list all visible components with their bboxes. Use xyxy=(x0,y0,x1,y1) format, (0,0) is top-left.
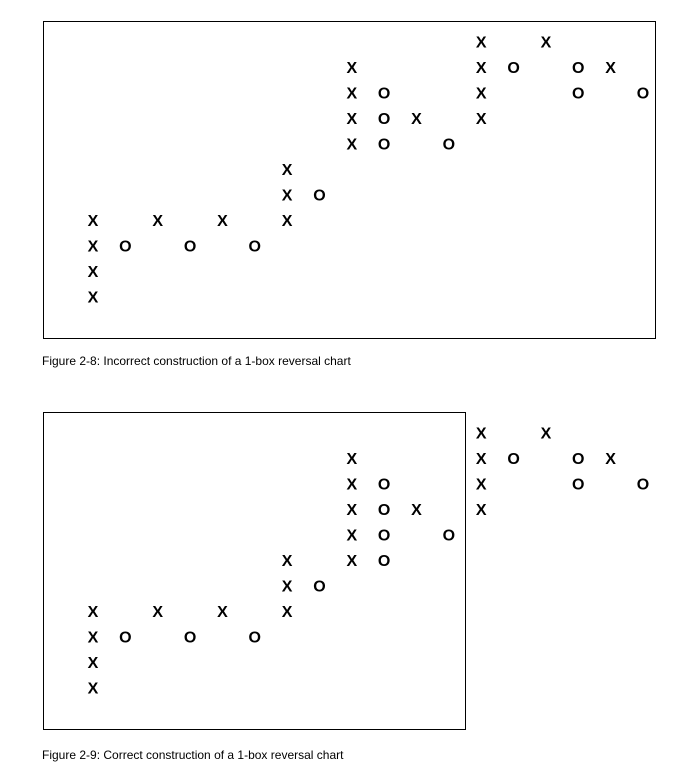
pf-x-mark: X xyxy=(475,476,487,494)
pf-x-mark: X xyxy=(540,425,552,443)
pf-x-mark: X xyxy=(281,553,293,570)
pf-x-mark: X xyxy=(475,111,487,128)
pf-x-mark: X xyxy=(87,655,99,672)
pf-x-mark: X xyxy=(281,578,293,596)
pf-x-mark: X xyxy=(152,213,164,230)
pf-o-mark: O xyxy=(183,238,197,256)
pf-x-mark: X xyxy=(87,680,99,698)
pf-x-mark: X xyxy=(346,451,358,468)
pf-o-mark: O xyxy=(636,476,650,494)
pf-o-mark: O xyxy=(313,578,326,596)
pf-o-mark: O xyxy=(572,85,585,103)
pf-x-mark: X xyxy=(281,604,293,621)
pf-x-mark: X xyxy=(540,34,552,52)
pf-o-mark: O xyxy=(377,502,391,519)
pf-x-mark: X xyxy=(411,502,422,519)
figure-2-8-frame xyxy=(43,21,656,339)
incorrect-pf-chart xyxy=(44,22,657,340)
pf-o-mark: O xyxy=(377,527,391,545)
pf-x-mark: X xyxy=(346,527,358,545)
pf-o-mark: O xyxy=(442,136,456,154)
pf-o-mark: O xyxy=(572,451,585,468)
pf-x-mark: X xyxy=(87,629,99,647)
pf-x-mark: X xyxy=(475,502,487,519)
pf-o-mark: O xyxy=(377,111,391,128)
pf-x-mark: X xyxy=(475,425,487,443)
pf-x-mark: X xyxy=(475,85,487,103)
correct-pf-chart xyxy=(44,413,650,731)
pf-o-mark: O xyxy=(377,136,391,154)
pf-o-mark: O xyxy=(507,451,520,468)
pf-x-mark: X xyxy=(152,604,164,621)
figure-2-8-caption: Figure 2-8: Incorrect construction of a 1-box reversal chart xyxy=(42,354,351,368)
figure-2-9-frame xyxy=(43,412,650,730)
pf-o-mark: O xyxy=(507,60,520,77)
pf-o-mark: O xyxy=(377,476,391,494)
pf-o-mark: O xyxy=(636,85,650,103)
pf-o-mark: O xyxy=(377,85,391,103)
pf-x-mark: X xyxy=(605,60,616,77)
pf-x-mark: X xyxy=(346,502,358,519)
pf-x-mark: X xyxy=(605,451,616,468)
pf-x-mark: X xyxy=(346,85,358,103)
pf-o-mark: O xyxy=(313,187,326,205)
pf-x-mark: X xyxy=(411,111,422,128)
pf-x-mark: X xyxy=(87,604,99,621)
pf-x-mark: X xyxy=(217,604,228,621)
pf-x-mark: X xyxy=(346,553,358,570)
pf-o-mark: O xyxy=(119,629,132,647)
pf-o-mark: O xyxy=(442,527,456,545)
pf-x-mark: X xyxy=(281,213,293,230)
pf-x-mark: X xyxy=(346,476,358,494)
pf-x-mark: X xyxy=(87,213,99,230)
pf-x-mark: X xyxy=(475,60,487,77)
pf-x-mark: X xyxy=(346,111,358,128)
pf-x-mark: X xyxy=(217,213,228,230)
pf-x-mark: X xyxy=(475,34,487,52)
figure-2-9-caption: Figure 2-9: Correct construction of a 1-box reversal chart xyxy=(42,748,344,762)
pf-x-mark: X xyxy=(281,187,293,205)
pf-o-mark: O xyxy=(572,476,585,494)
pf-x-mark: X xyxy=(346,136,358,154)
pf-x-mark: X xyxy=(87,238,99,256)
pf-o-mark: O xyxy=(183,629,197,647)
pf-o-mark: O xyxy=(572,60,585,77)
pf-o-mark: O xyxy=(377,553,391,570)
pf-x-mark: X xyxy=(475,451,487,468)
pf-x-mark: X xyxy=(346,60,358,77)
pf-x-mark: X xyxy=(87,264,99,281)
pf-o-mark: O xyxy=(119,238,132,256)
pf-x-mark: X xyxy=(281,162,293,179)
pf-x-mark: X xyxy=(87,289,99,307)
pf-o-mark: O xyxy=(248,238,261,256)
pf-o-mark: O xyxy=(248,629,261,647)
